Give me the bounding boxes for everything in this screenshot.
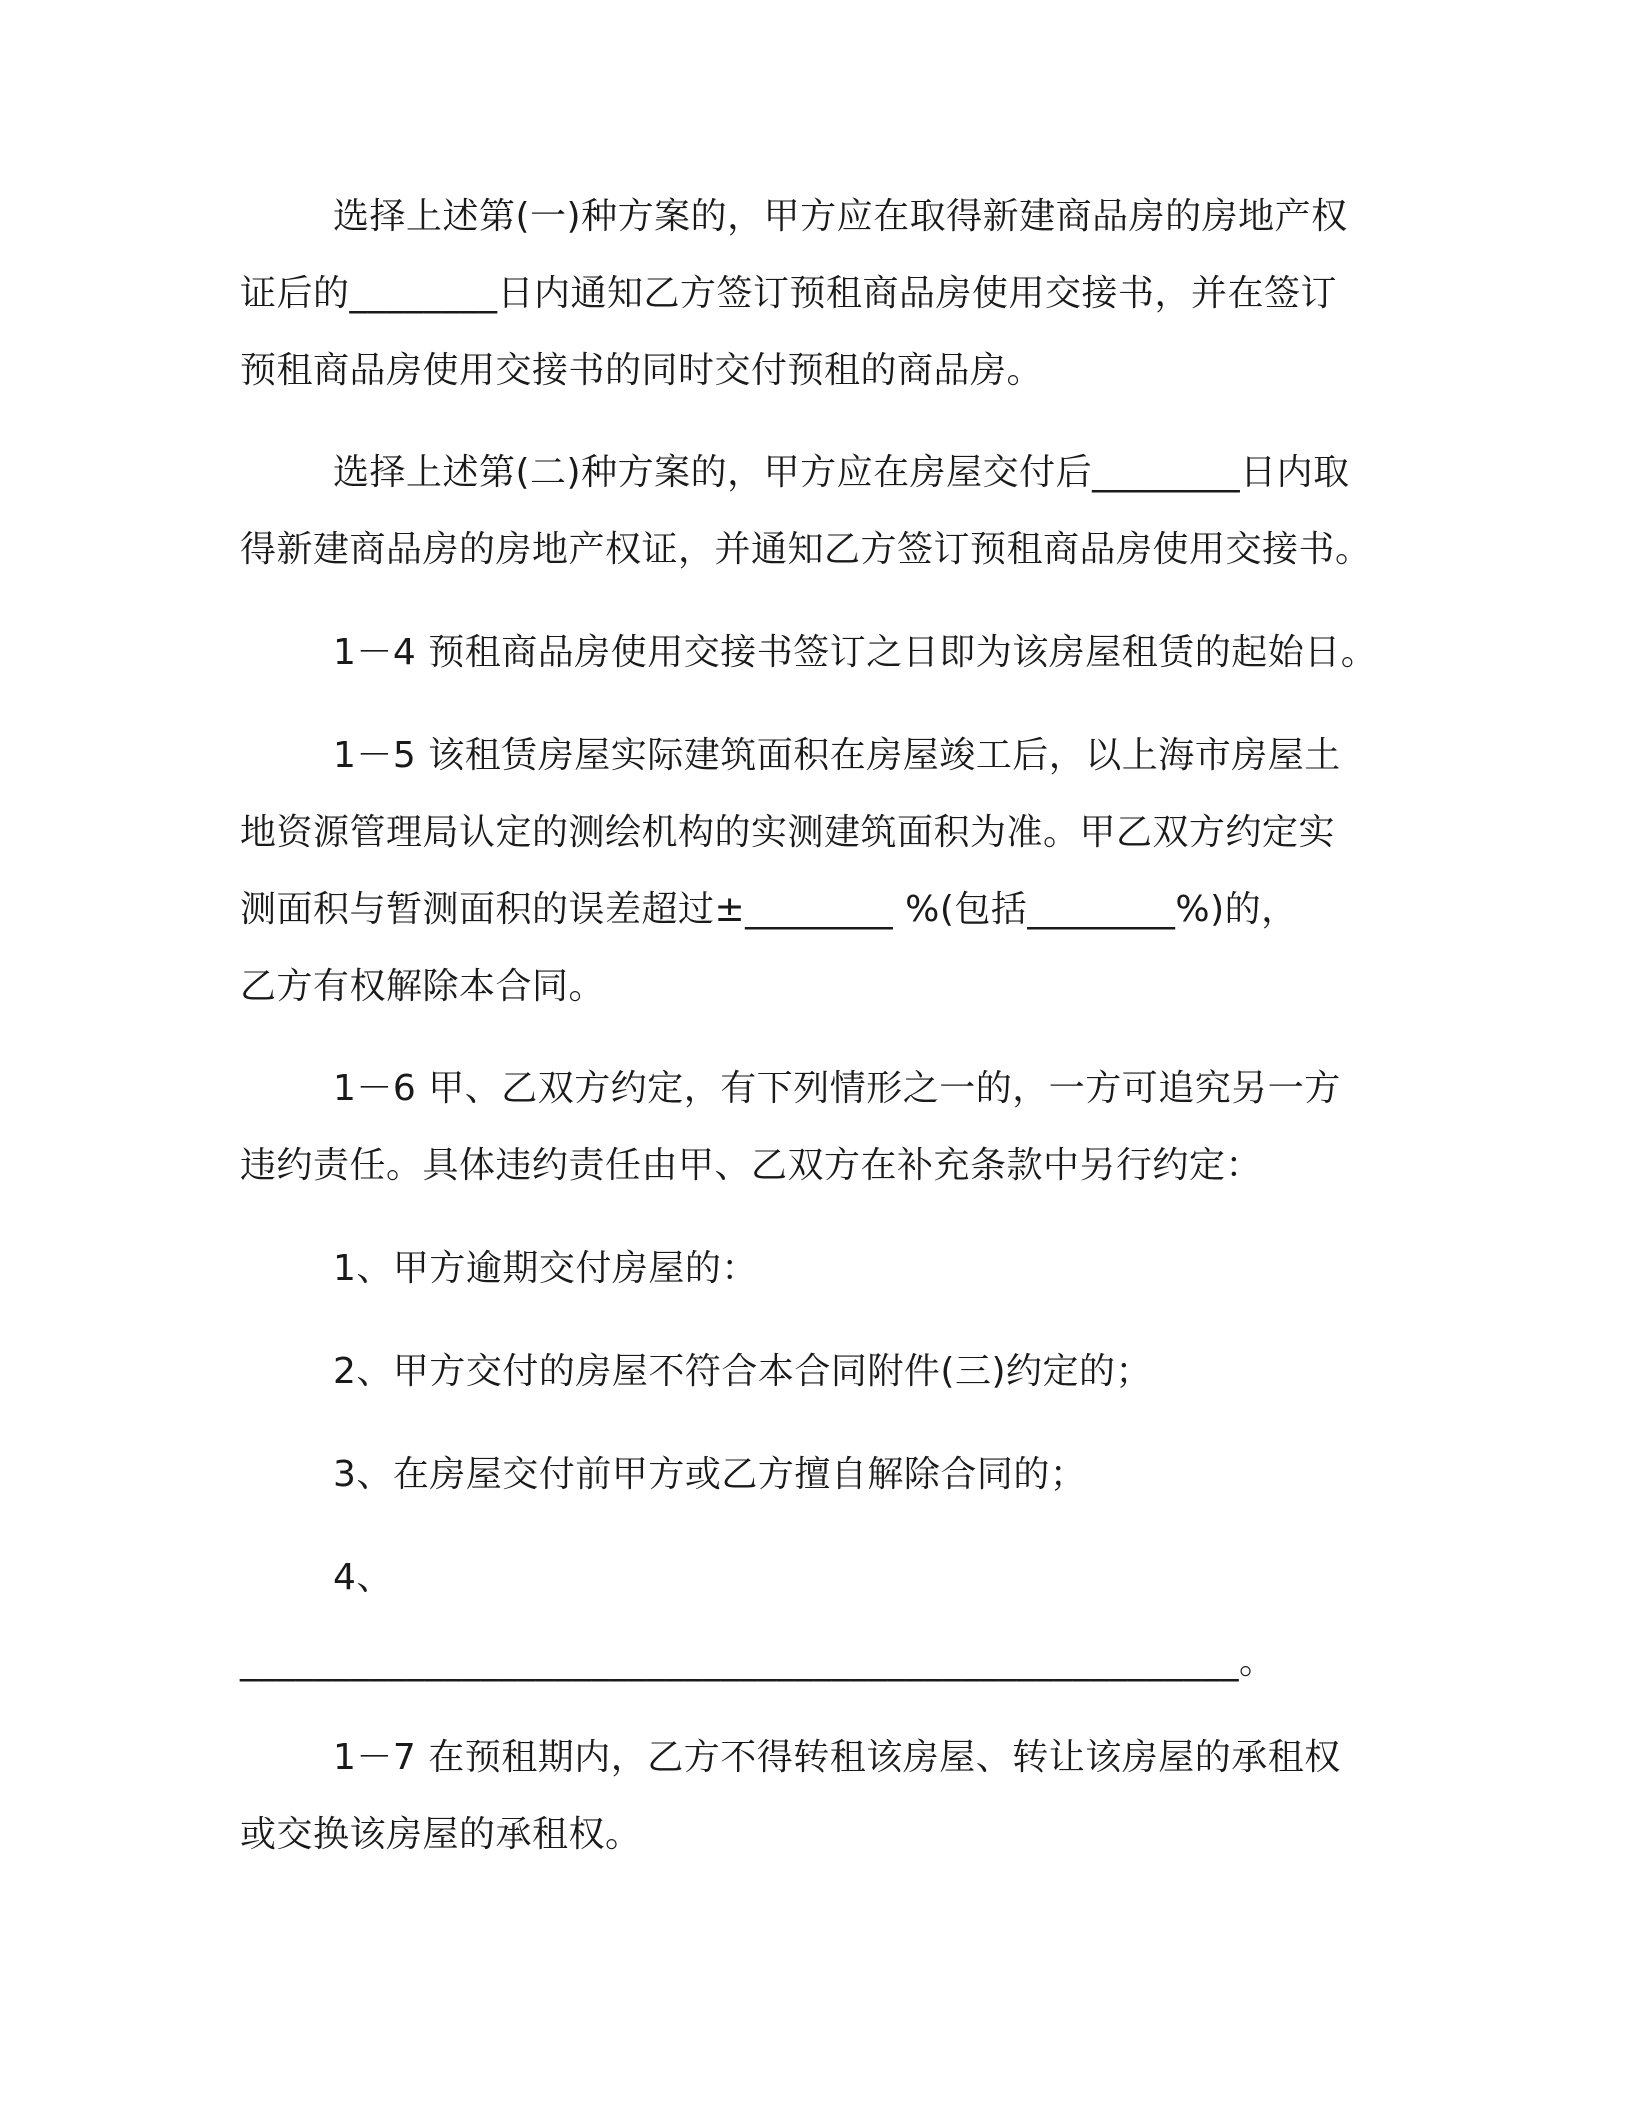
paragraph-line: 证后的________日内通知乙方签订预租商品房使用交接书，并在签订: [240, 273, 1338, 314]
paragraph-line: 测面积与暂测面积的误差超过±________ %(包括________%)的，: [240, 889, 1298, 930]
paragraph-line: 1－6 甲、乙双方约定，有下列情形之一的，一方可追究另一方: [333, 1068, 1341, 1109]
paragraph-line: 选择上述第(一)种方案的，甲方应在取得新建商品房的房地产权: [333, 196, 1348, 237]
paragraph-line: 得新建商品房的房地产权证，并通知乙方签订预租商品房使用交接书。: [240, 529, 1372, 570]
paragraph-line: 1－4 预租商品房使用交接书签订之日即为该房屋租赁的起始日。: [333, 632, 1378, 673]
list-item: 3、在房屋交付前甲方或乙方擅自解除合同的；: [333, 1454, 1087, 1495]
paragraph-line: 预租商品房使用交接书的同时交付预租的商品房。: [240, 350, 1044, 391]
list-item: 1、甲方逾期交付房屋的：: [333, 1248, 758, 1289]
paragraph-line: 1－5 该租赁房屋实际建筑面积在房屋竣工后，以上海市房屋土: [333, 735, 1341, 776]
paragraph-line: 或交换该房屋的承租权。: [240, 1814, 642, 1855]
list-item: 2、甲方交付的房屋不符合本合同附件(三)约定的；: [333, 1351, 1152, 1392]
paragraph-line: 选择上述第(二)种方案的，甲方应在房屋交付后________日内取: [333, 452, 1350, 493]
blank-line: ______________________________________________________。: [240, 1641, 1276, 1682]
paragraph-line: 违约责任。具体违约责任由甲、乙双方在补充条款中另行约定：: [240, 1145, 1263, 1186]
paragraph-line: 1－7 在预租期内，乙方不得转租该房屋、转让该房屋的承租权: [333, 1737, 1341, 1778]
list-item: 4、: [333, 1557, 393, 1598]
paragraph-line: 乙方有权解除本合同。: [240, 966, 606, 1007]
paragraph-line: 地资源管理局认定的测绘机构的实测建筑面积为准。甲乙双方约定实: [240, 812, 1336, 853]
